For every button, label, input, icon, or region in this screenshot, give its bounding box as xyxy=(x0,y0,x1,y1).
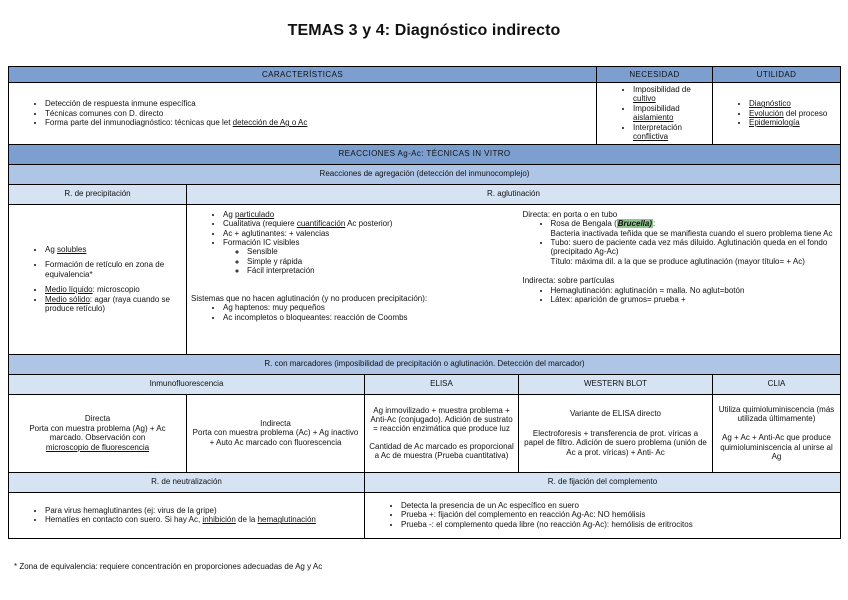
list-item xyxy=(45,99,592,108)
list-item-text: : microscopio xyxy=(92,285,140,295)
list-item-text: Prueba +: fijación del complemento en reacción Ag-Ac: NO hemólisis xyxy=(401,510,646,520)
directa-list xyxy=(523,219,837,266)
utilidad-list xyxy=(731,99,836,127)
list-item-text: Imposibilidad xyxy=(633,103,680,113)
list-item-text: Técnicas comunes con D. directo xyxy=(45,108,164,118)
characteristics-row xyxy=(9,83,841,145)
list-item-text: Para virus hemaglutinantes (ej: virus de la gripe) xyxy=(45,505,217,515)
marcadores-header-row xyxy=(9,354,841,374)
list-item xyxy=(223,210,515,219)
marcadores-subheader-row xyxy=(9,374,841,394)
if-directa-cell xyxy=(9,394,187,472)
elisa-header: ELISA xyxy=(365,374,519,394)
inmunofluorescencia-header: Inmunofluorescencia xyxy=(9,374,365,394)
neutralizacion-list xyxy=(27,506,360,525)
underlined-text: particulado xyxy=(235,209,275,219)
list-item xyxy=(749,118,836,127)
list-item xyxy=(633,123,708,142)
list-item xyxy=(223,229,515,238)
indirecta-list xyxy=(523,286,837,305)
list-item xyxy=(401,510,836,519)
list-item-text: Bacteria inactivada teñida que se manifiesta cuando el suero problema tiene Ac xyxy=(550,228,833,238)
caracteristicas-list xyxy=(27,99,592,127)
clia-cell xyxy=(713,394,841,472)
list-item-text: Interpretación xyxy=(633,122,682,132)
list-item-text: Hemaglutinación: aglutinación = malla. No aglut=botón xyxy=(550,285,745,295)
list-item xyxy=(45,260,182,279)
reacciones-header-row xyxy=(9,144,841,164)
list-item xyxy=(45,118,592,127)
directa-title: Directa xyxy=(84,414,111,424)
list-item xyxy=(45,515,360,524)
characteristics-header-row xyxy=(9,67,841,83)
list-item xyxy=(551,295,837,304)
underlined-text: solubles xyxy=(57,244,87,254)
underlined-text: detección de Ag o Ac xyxy=(232,118,308,128)
list-item xyxy=(247,266,515,275)
fijacion-header: R. de fijación del complemento xyxy=(365,472,841,492)
list-item xyxy=(45,295,182,314)
elisa-cell xyxy=(365,394,519,472)
list-item-text: Sensible xyxy=(247,247,278,257)
list-item xyxy=(45,109,592,118)
aglutinacion-sublist xyxy=(223,247,515,275)
list-item-text: Fácil interpretación xyxy=(247,266,315,276)
underlined-text: Evolución xyxy=(749,108,784,118)
aglutinacion-header: R. aglutinación xyxy=(187,184,841,204)
list-item xyxy=(223,238,515,276)
directa-text: Directa: en porta o en tubo xyxy=(522,209,618,219)
marcadores-content-row xyxy=(9,394,841,472)
agregacion-header: Reacciones de agregación (detección del inmunocomplejo) xyxy=(9,164,841,184)
necesidad-header: NECESIDAD xyxy=(597,67,713,83)
precipitacion-header: R. de precipitación xyxy=(9,184,187,204)
list-item-text: Cualitativa (requiere xyxy=(223,219,297,229)
neutralizacion-header-row xyxy=(9,472,841,492)
list-item xyxy=(247,257,515,266)
list-item-text: Ac incompletos o bloqueantes: reacción de Coombs xyxy=(223,312,408,322)
list-item-text: Prueba -: el complemento queda libre (no reacción Ag-Ac): hemólisis de eritrocitos xyxy=(401,519,693,529)
list-item xyxy=(633,104,708,123)
list-item-text: Rosa de Bengala ( xyxy=(550,219,617,229)
precipitacion-list-2 xyxy=(27,260,182,279)
page-title: TEMAS 3 y 4: Diagnóstico indirecto xyxy=(287,22,561,39)
list-item-text: : agar (raya cuando se produce retículo) xyxy=(45,294,170,313)
list-item xyxy=(551,219,837,238)
utilidad-header: UTILIDAD xyxy=(713,67,841,83)
list-item xyxy=(45,245,182,254)
fijacion-cell xyxy=(365,492,841,538)
underlined-text: conflictiva xyxy=(633,132,669,142)
agregacion-content-row xyxy=(9,204,841,354)
list-item xyxy=(223,303,515,312)
aglutinacion-left-list xyxy=(191,210,515,276)
neutralizacion-cell xyxy=(9,492,365,538)
clia-text-1: Utiliza quimioluminiscencia (más utilizada últimamente) xyxy=(718,404,835,423)
underlined-text: Epidemiología xyxy=(749,118,800,128)
list-item-text: Formación de retículo en zona de equivalencia* xyxy=(45,260,165,279)
summary-table xyxy=(8,66,841,539)
agregacion-header-row xyxy=(9,164,841,184)
footnote: * Zona de equivalencia: requiere concentración en proporciones adecuadas de Ag y Ac xyxy=(14,562,323,571)
underlined-text: microscopio de fluorescencia xyxy=(45,442,150,452)
list-item-text: Tubo: suero de paciente cada vez más diluido. Aglutinación queda en el fondo (precipitado Ag-Ac) xyxy=(550,237,828,257)
underlined-text: hemaglutinación xyxy=(257,515,316,525)
neutralizacion-content-row xyxy=(9,492,841,538)
list-item xyxy=(749,99,836,108)
directa-desc: Porta con muestra problema (Ag) + Ac marcado. Observación con xyxy=(29,423,166,443)
precipitacion-list xyxy=(27,245,182,254)
sistemas-text: Sistemas que no hacen aglutinación (y no producen precipitación): xyxy=(191,293,428,303)
list-item-text: Simple y rápida xyxy=(247,256,303,266)
elisa-text-2: Cantidad de Ac marcado es proporcional a Ac de muestra (Prueba cuantitativa) xyxy=(369,441,514,461)
caracteristicas-header: CARACTERÍSTICAS xyxy=(9,67,597,83)
precipitacion-cell xyxy=(9,204,187,354)
list-item-text: de la xyxy=(235,515,258,525)
elisa-text-1: Ag inmovilizado + muestra problema + Anti-Ac (conjugado). Adición de sustrato = reacción enzimática que produce luz xyxy=(370,405,513,434)
list-item-text: Imposibilidad de xyxy=(633,85,691,94)
list-item-text: : xyxy=(653,219,656,229)
sistemas-list xyxy=(191,303,515,322)
list-item-text: Ag xyxy=(45,244,58,254)
list-item-text: Detecta la presencia de un Ac específico en suero xyxy=(401,500,579,510)
clia-header: CLIA xyxy=(713,374,841,394)
wb-text-2: Electroforesis + transferencia de prot. víricas a papel de filtro. Adición de suero problema (unión de Ac a prot. víricas) + Anti- Ac xyxy=(524,428,707,457)
list-item xyxy=(223,219,515,228)
list-item-text: Ag xyxy=(223,209,236,219)
list-item xyxy=(749,109,836,118)
list-item xyxy=(401,501,836,510)
neutralizacion-header: R. de neutralización xyxy=(9,472,365,492)
indirecta-title: Indirecta xyxy=(260,418,291,428)
western-blot-header: WESTERN BLOT xyxy=(519,374,713,394)
list-item-text: Detección de respuesta inmune específica xyxy=(45,99,196,109)
underlined-text: inhibición xyxy=(202,515,236,525)
list-item xyxy=(551,286,837,295)
list-item xyxy=(401,520,836,529)
list-item xyxy=(633,85,708,104)
precipitacion-list-3 xyxy=(27,285,182,313)
underlined-text: Diagnóstico xyxy=(749,99,791,109)
utilidad-cell xyxy=(713,83,841,145)
underlined-text: cultivo xyxy=(633,94,656,104)
clia-text-2: Ag + Ac + Anti-Ac que produce quimioluminiscencia al unirse al Ag xyxy=(720,433,833,462)
underlined-text: Medio líquido xyxy=(45,285,93,295)
necesidad-list xyxy=(615,85,708,142)
wb-text-1: Variante de ELISA directo xyxy=(569,409,662,419)
indirecta-text: Indirecta: sobre partículas xyxy=(522,276,615,286)
marcadores-header: R. con marcadores (imposibilidad de precipitación o aglutinación. Detección del marcador) xyxy=(9,354,841,374)
list-item-text: Formación IC visibles xyxy=(223,237,300,247)
aglutinacion-left-cell xyxy=(187,204,519,354)
agregacion-subheader-row xyxy=(9,184,841,204)
western-blot-cell xyxy=(519,394,713,472)
fijacion-list xyxy=(383,501,836,529)
list-item xyxy=(45,506,360,515)
list-item xyxy=(551,238,837,266)
list-item-text: del proceso xyxy=(783,108,828,118)
indirecta-desc: Porta con muestra problema (Ac) + Ag inactivo + Auto Ac marcado con fluorescencia xyxy=(192,428,359,447)
underlined-text: aislamiento xyxy=(633,113,674,123)
list-item xyxy=(247,247,515,256)
caracteristicas-cell xyxy=(9,83,597,145)
aglutinacion-right-cell xyxy=(519,204,841,354)
underlined-text: Medio sólido xyxy=(45,294,90,304)
necesidad-cell xyxy=(597,83,713,145)
list-item-text: Ag haptenos: muy pequeños xyxy=(223,303,325,313)
reacciones-header: REACCIONES Ag-Ac: TÉCNICAS IN VITRO xyxy=(9,144,841,164)
list-item-text: Ac posterior) xyxy=(345,219,393,229)
list-item xyxy=(45,285,182,294)
list-item xyxy=(223,313,515,322)
list-item-text: Ac + aglutinantes: + valencias xyxy=(223,228,330,238)
underlined-text: cuantificación xyxy=(296,219,346,229)
list-item-text: Forma parte del inmunodiagnóstico: técnicas que let xyxy=(45,118,233,128)
list-item-text: Látex: aparición de grumos= prueba + xyxy=(550,295,686,305)
if-indirecta-cell xyxy=(187,394,365,472)
list-item-text: Hematíes en contacto con suero. Si hay Ac, xyxy=(45,515,203,525)
list-item-text: Título: máxima dil. a la que se produce aglutinación (mayor título= + Ac) xyxy=(550,256,805,266)
highlighted-text: Brucella) xyxy=(617,219,652,229)
